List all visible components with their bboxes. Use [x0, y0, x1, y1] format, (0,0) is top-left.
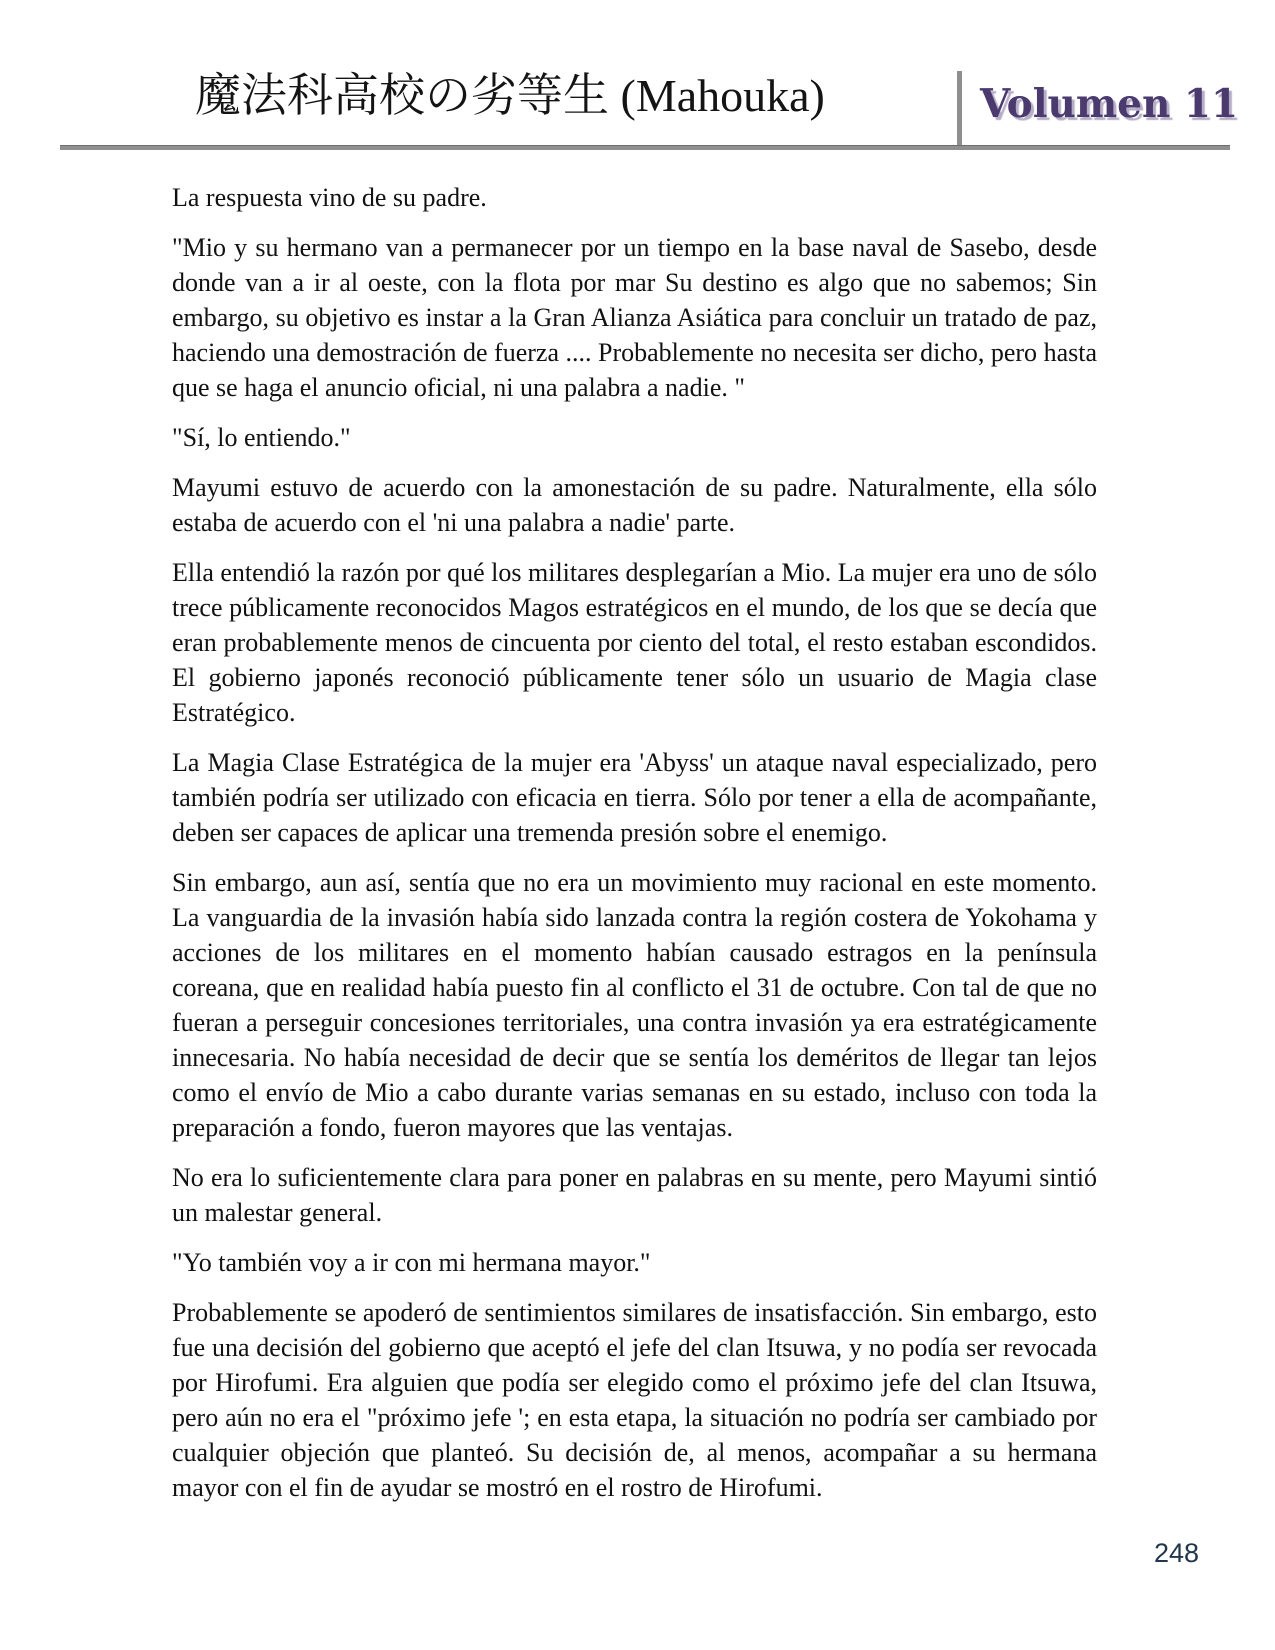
paragraph: Sin embargo, aun así, sentía que no era un movimiento muy racional en este momento. La vanguardia de la invasión había sido lanzada contra la región costera de Yokohama y acciones de los militares en el momento habían causado estragos en la península coreana, que en realidad había puesto fin al conflicto el 31 de octubre. Con tal de que no fueran a perseguir concesiones territoriales, una contra invasión ya era estratégicamente innecesaria. No había necesidad de decir que se sentía los deméritos de llegar tan lejos como el envío de Mio a cabo durante varias semanas en su estado, incluso con toda la preparación a fondo, fueron mayores que las ventajas.: [172, 868, 1097, 1142]
paragraph: Ella entendió la razón por qué los militares desplegarían a Mio. La mujer era uno de sólo trece públicamente reconocidos Magos estratégicos en el mundo, de los que se decía que eran probablemente menos de cincuenta por ciento del total, el resto estaban escondidos. El gobierno japonés reconoció públicamente tener sólo un usuario de Magia clase Estratégico.: [172, 558, 1097, 727]
paragraph: "Sí, lo entiendo.": [172, 423, 351, 452]
header-horizontal-rule: [60, 145, 1230, 150]
paragraph: "Yo también voy a ir con mi hermana mayor.": [172, 1248, 651, 1277]
paragraph: No era lo suficientemente clara para poner en palabras en su mente, pero Mayumi sintió un malestar general.: [172, 1163, 1097, 1227]
volume-label: Volumen 11: [980, 81, 1239, 127]
header-vertical-divider: [957, 71, 962, 148]
paragraph: La respuesta vino de su padre.: [172, 183, 487, 212]
paragraph: Mayumi estuvo de acuerdo con la amonestación de su padre. Naturalmente, ella sólo estaba de acuerdo con el 'ni una palabra a nadie' parte.: [172, 473, 1097, 537]
paragraph: "Mio y su hermano van a permanecer por un tiempo en la base naval de Sasebo, desde donde van a ir al oeste, con la flota por mar Su destino es algo que no sabemos; Sin embargo, su objetivo es instar a la Gran Alianza Asiática para concluir un tratado de paz, haciendo una demostración de fuerza .... Probablemente no necesita ser dicho, pero hasta que se haga el anuncio oficial, ni una palabra a nadie. ": [172, 233, 1097, 402]
page-number: 248: [1153, 1538, 1199, 1568]
page-header: [0, 0, 1275, 150]
book-title: 魔法科高校の劣等生 (Mahouka): [195, 70, 825, 121]
body-text-container: [172, 180, 1097, 1520]
paragraph: La Magia Clase Estratégica de la mujer era 'Abyss' un ataque naval especializado, pero también podría ser utilizado con eficacia en tierra. Sólo por tener a ella de acompañante, deben ser capaces de aplicar una tremenda presión sobre el enemigo.: [172, 748, 1097, 847]
paragraph: Probablemente se apoderó de sentimientos similares de insatisfacción. Sin embargo, esto fue una decisión del gobierno que aceptó el jefe del clan Itsuwa, y no podía ser revocada por Hirofumi. Era alguien que podía ser elegido como el próximo jefe del clan Itsuwa, pero aún no era el "próximo jefe '; en esta etapa, la situación no podría ser cambiado por cualquier objeción que planteó. Su decisión de, al menos, acompañar a su hermana mayor con el fin de ayudar se mostró en el rostro de Hirofumi.: [172, 1298, 1097, 1502]
